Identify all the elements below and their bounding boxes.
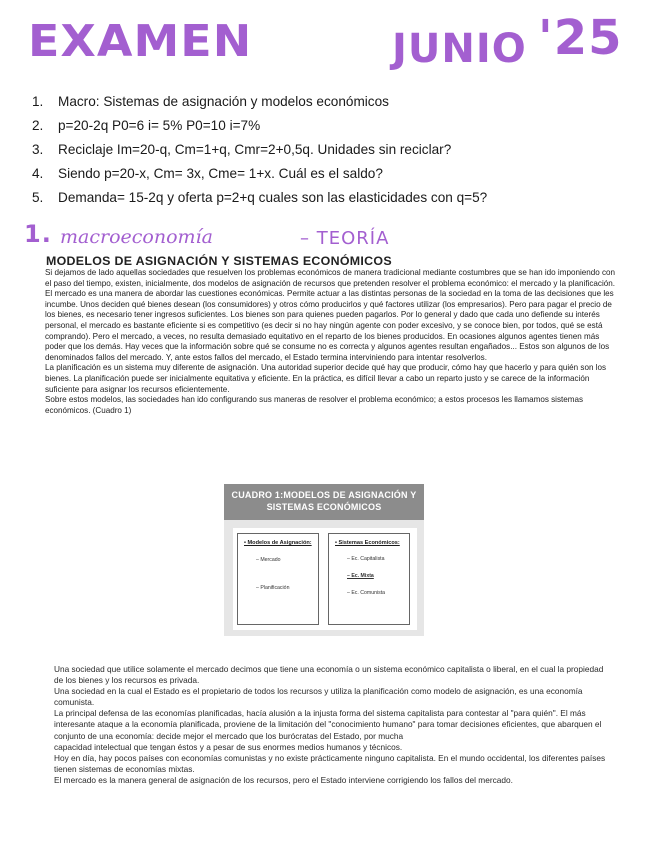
question-item — [32, 162, 632, 186]
paragraph: Sobre estos modelos, las sociedades han ido configurando sus maneras de resolver el problema económico; a estos procesos les llamamos sistemas económicos. (Cuadro 1) — [45, 395, 584, 415]
paragraph: Una sociedad en la cual el Estado es el propietario de todos los recursos y utiliza la planificación como modelo de asignación, es una economía comunista. — [54, 686, 583, 708]
document-title: MODELOS DE ASIGNACIÓN Y SISTEMAS ECONÓMICOS — [46, 254, 392, 268]
figure-column-header: • Modelos de Asignación: — [244, 540, 312, 546]
question-number: 5. — [32, 190, 44, 205]
figure-title: CUADRO 1:MODELOS DE ASIGNACIÓN Y SISTEMAS ECONÓMICOS — [224, 484, 424, 520]
paragraph: El mercado es la manera general de asignación de los recursos, pero el Estado interviene corrigiendo los fallos del mercado. — [54, 774, 513, 785]
figure-item: – Planificación — [256, 585, 290, 591]
questions-list — [32, 90, 632, 210]
figure-item: – Ec. Comunista — [347, 590, 386, 596]
paragraph: Hoy en día, hay pocos países con economías comunistas y no existe prácticamente ninguno capitalista. En el mundo occidental, los diferentes países tienen sistemas de economías mixtas. — [54, 752, 606, 774]
question-number: 2. — [32, 118, 44, 133]
figure-item: – Mercado — [256, 557, 281, 563]
question-text: Demanda= 15-2q y oferta p=2+q cuales son las elasticidades con q=5? — [58, 190, 488, 205]
figure-column-header: • Sistemas Económicos: — [335, 540, 400, 546]
figure-column-sistemas — [328, 533, 410, 625]
paragraph: capacidad intelectual que tengan éstos y a pesar de sus enormes medios humanos y técnicos. — [54, 741, 403, 752]
paragraph: La principal defensa de las economías planificadas, hacía alusión a la injusta forma del sistema capitalista para contestar al "para quién". El más interesante ataque a la economía planificada, proviene de la limitación del "conocimiento humano" para tomar decisiones eficientes, que abarquen el conjunto de una economía: decide mejor el mercado que los burócratas del Estado, por mucha — [54, 708, 602, 741]
paragraph: La planificación es un sistema muy diferente de asignación. Una autoridad superior decide qué hay que producir, cómo hay que hacerlo y para quién son los bienes. La planificación puede ser inicialmente equitativa y eficiente. En la práctica, es difícil llevar a cabo un reparto justo y se carece de la información suficiente para asignar los recursos eficientemente. — [45, 363, 607, 394]
question-text: Macro: Sistemas de asignación y modelos económicos — [58, 94, 389, 109]
figure-cuadro-1 — [224, 484, 424, 636]
heading-examen: EXAMEN — [28, 15, 253, 67]
question-number: 4. — [32, 166, 44, 181]
question-text: p=20-2q P0=6 i= 5% P0=10 i=7% — [58, 118, 261, 133]
question-item — [32, 186, 632, 210]
question-text: Reciclaje Im=20-q, Cm=1+q, Cmr=2+0,5q. Unidades sin reciclar? — [58, 142, 452, 157]
question-number: 1. — [32, 94, 44, 109]
question-text: Siendo p=20-x, Cm= 3x, Cme= 1+x. Cuál es el saldo? — [58, 166, 383, 181]
body-text — [54, 664, 614, 786]
question-number: 3. — [32, 142, 44, 157]
section-subtitle: – TEORÍA — [300, 228, 390, 249]
figure-item: – Ec. Mixta — [347, 573, 374, 579]
figure-column-modelos — [237, 533, 319, 625]
heading-year: '25 — [538, 10, 623, 66]
heading-junio: JUNIO — [392, 26, 527, 72]
intro-text — [45, 268, 617, 416]
question-item — [32, 114, 632, 138]
paragraph: Si dejamos de lado aquellas sociedades que resuelven los problemas económicos de manera tradicional mediante costumbres que se han ido imponiendo con el paso del tiempo, existen, inicialmente, dos modelos de asignación de recursos que pretenden resolver el problema económico: el mercado y la planificación. — [45, 268, 616, 288]
section-title: macroeconomía — [60, 226, 213, 248]
paragraph: El mercado es una manera de abordar las cuestiones económicas. Permite actuar a las distintas personas de la sociedad en la toma de las decisiones que les incumbe. Unos deciden qué bienes desean (los consumidores) y otros cómo producirlos y qué factores utilizar (los empresarios). Pero para pagar el precio de los bienes, es necesario tener ingresos suficientes. Los bienes son para quienes pueden pagarlos. Por lo general y dado que cada uno defiende su interés personal, el mercado es bastante eficiente si es competitivo (es decir si no hay ningún agente con poder excesivo, y se conoce bien, por todos, qué se está comprando). Pero el mercado, a veces, no resulta demasiado equitativo en el reparto de los bienes producidos. En ocasiones algunos agentes tienen más poder que los demás. Hay veces que la información sobre qué se consume no es correcta y algunos agentes resultan engañados... Estos son algunos de los denominados fallos del mercado. Y, ante estos fallos del mercado, el Estado termina interviniendo para intentar resolverlos. — [45, 289, 614, 362]
paragraph: Una sociedad que utilice solamente el mercado decimos que tiene una economía o un sistema económico capitalista o liberal, en el cual la propiedad de los bienes y los recursos es privada. — [54, 664, 604, 686]
figure-body — [233, 528, 417, 630]
question-item — [32, 138, 632, 162]
figure-item: – Ec. Capitalista — [347, 556, 385, 562]
section-number: 1. — [24, 220, 52, 248]
question-item — [32, 90, 632, 114]
